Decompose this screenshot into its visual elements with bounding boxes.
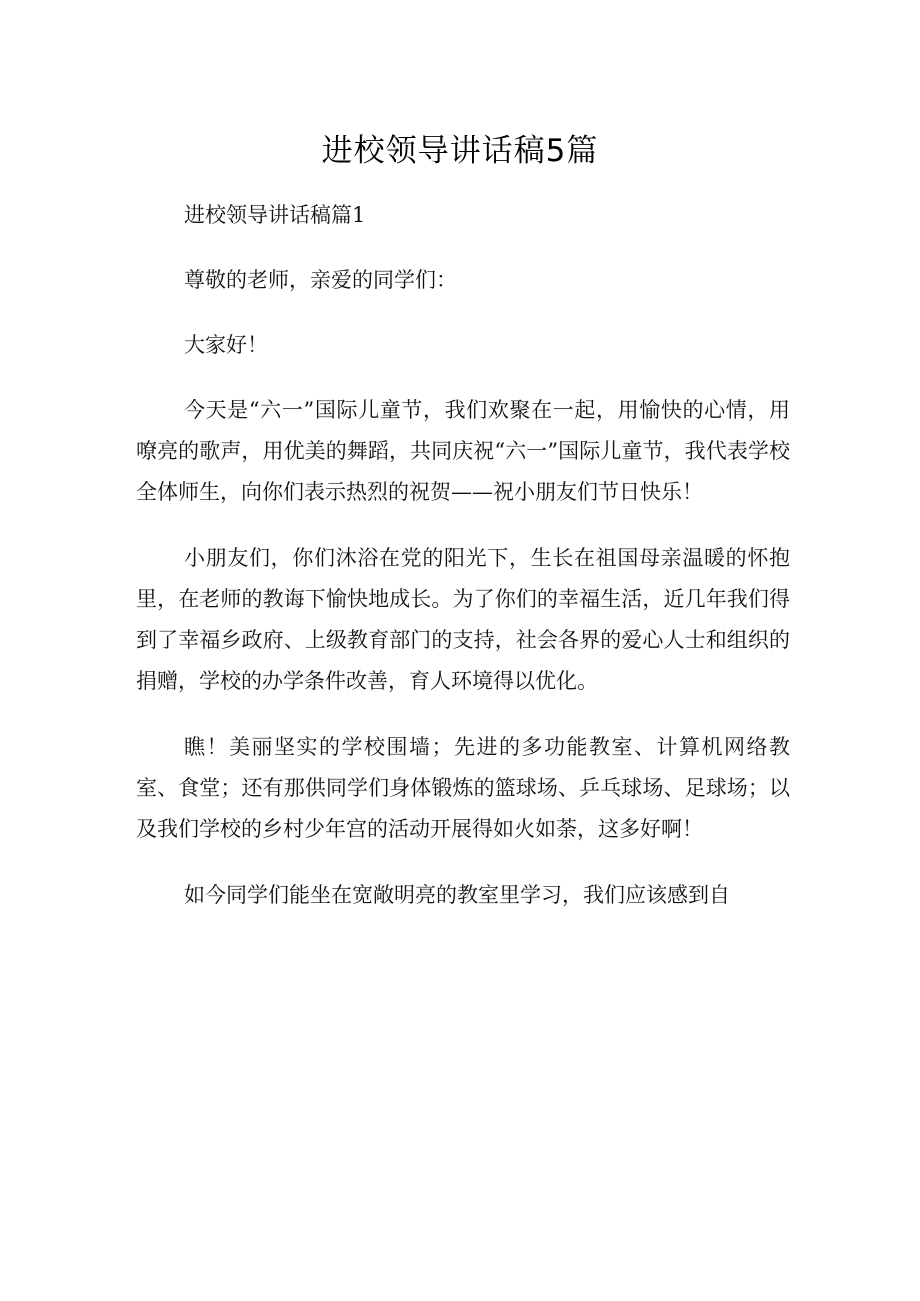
document-body: [136, 195, 790, 916]
document-title: 进校领导讲话稿5篇: [321, 133, 599, 169]
paragraph-3: 瞧！美丽坚实的学校围墙；先进的多功能教室、计算机网络教室、食堂；还有那供同学们身体锻炼的篮球场、乒乓球场、足球场；以及我们学校的乡村少年宫的活动开展得如火如荼，这多好啊！: [136, 735, 790, 841]
greeting: 大家好！: [184, 333, 268, 357]
paragraph-2: 小朋友们，你们沐浴在党的阳光下，生长在祖国母亲温暖的怀抱里，在老师的教诲下愉快地成长。为了你们的幸福生活，近几年我们得到了幸福乡政府、上级教育部门的支持，社会各界的爱心人士和组织的捐赠，学校的办学条件改善，育人环境得以优化。: [136, 546, 790, 693]
paragraph-4: 如今同学们能坐在宽敞明亮的教室里学习，我们应该感到自: [184, 883, 730, 907]
salutation: 尊敬的老师，亲爱的同学们：: [184, 268, 457, 292]
section-heading: 进校领导讲话稿篇1: [184, 203, 366, 227]
paragraph-1: 今天是“六一”国际儿童节，我们欢聚在一起，用愉快的心情，用嘹亮的歌声，用优美的舞蹈，共同庆祝“六一”国际儿童节，我代表学校全体师生，向你们表示热烈的祝贺——祝小朋友们节日快乐！: [136, 398, 790, 504]
